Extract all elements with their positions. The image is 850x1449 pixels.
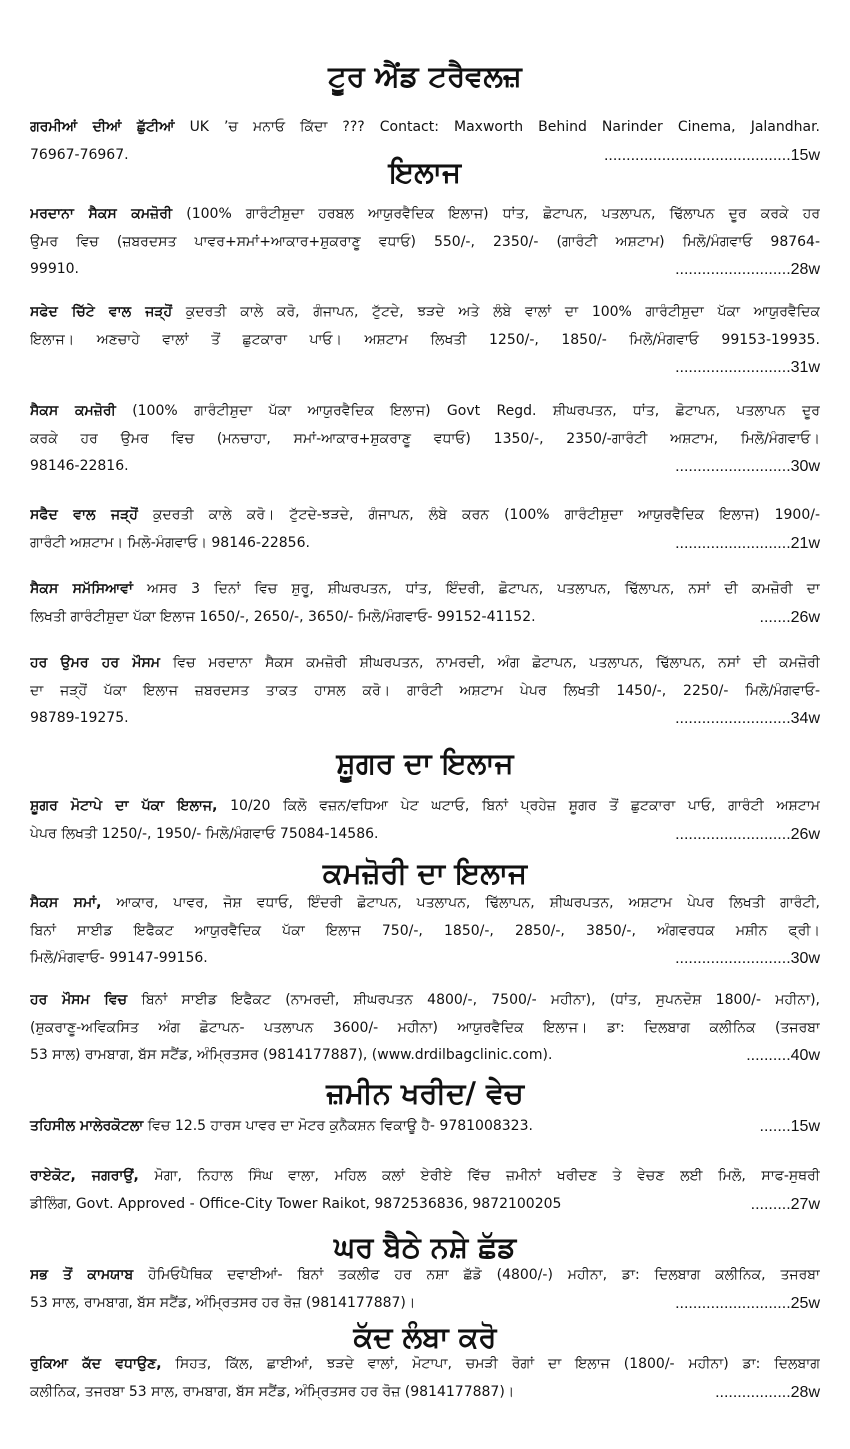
ad-lead: ਤਹਿਸੀਲ ਮਾਲੇਰਕੋਟਲਾ: [30, 1118, 144, 1134]
ad-text: ਬਿਨਾਂ ਸਾਈਡ ਇਫੈਕਟ (ਨਾਮਰਦੀ, ਸ਼ੀਘਰਪਤਨ 4800/-, 7500/- ਮਹੀਨਾ), (ਧਾਂਤ, ਸੁਪਨਦੋਸ਼ 1800/- ਮਹੀਨਾ),: [141, 992, 820, 1008]
ad-last-line: [30, 604, 820, 632]
ad-last-line: [30, 530, 820, 558]
ad-text: ਮਿਲੋ/ਮੰਗਵਾਓ- 99147-99156.: [30, 950, 208, 966]
classified-ad: [30, 1262, 820, 1317]
ad-line: [30, 299, 820, 327]
ad-line: [30, 114, 820, 142]
ad-lead: ਰੁਕਿਆ ਕੱਦ ਵਧਾਉਣ,: [30, 1356, 162, 1372]
ad-text: ਲਿਖਤੀ ਗਾਰੰਟੀਸ਼ੁਦਾ ਪੱਕਾ ਇਲਾਜ 1650/-, 2650/-, 3650/- ਮਿਲੋ/ਮੰਗਵਾਓ- 99152-41152.: [30, 608, 536, 625]
section-heading: ਜ਼ਮੀਨ ਖਰੀਦ/ ਵੇਚ: [326, 1076, 524, 1110]
ad-text: 53 ਸਾਲ, ਰਾਮਬਾਗ, ਬੱਸ ਸਟੈਂਡ, ਅੰਮ੍ਰਿਤਸਰ ਹਰ ਰੋਜ਼ (9814177887)।: [30, 1294, 416, 1311]
ad-code: ..........................30w: [675, 950, 820, 967]
ad-text: ਬਿਨਾਂ ਸਾਈਡ ਇਫੈਕਟ ਆਯੁਰਵੈਦਿਕ ਪੱਕਾ ਇਲਾਜ 750/-, 1850/-, 2850/-, 3850/-, ਅੰਗਵਰਧਕ ਮਸ਼ੀਨ ਫ੍ਰੀ।: [30, 922, 820, 939]
ad-code: .................28w: [715, 1383, 820, 1401]
ad-lead: ਸ਼ੂਗਰ ਮੋਟਾਪੇ ਦਾ ਪੱਕਾ ਇਲਾਜ,: [30, 798, 218, 814]
ad-text: ਹੋਮਿਓਪੈਥਿਕ ਦਵਾਈਆਂ- ਬਿਨਾਂ ਤਕਲੀਫ ਹਰ ਨਸ਼ਾ ਛੱਡੋ (4800/-) ਮਹੀਨਾ, ਡਾ: ਦਿਲਬਾਗ ਕਲੀਨਿਕ, ਤਜਰਬਾ: [148, 1267, 820, 1283]
ad-text: ਸਿਹਤ, ਕਿੱਲ, ਛਾਈਆਂ, ਝੜਦੇ ਵਾਲਾਂ, ਮੋਟਾਪਾ, ਚਮੜੀ ਰੋਗਾਂ ਦਾ ਇਲਾਜ (1800/- ਮਹੀਨਾ) ਡਾ: ਦਿਲਬਾਗ: [175, 1356, 820, 1372]
ad-text: ਮੋਗਾ, ਨਿਹਾਲ ਸਿੰਘ ਵਾਲਾ, ਮਹਿਲ ਕਲਾਂ ਏਰੀਏ ਵਿੱਚ ਜ਼ਮੀਨਾਂ ਖਰੀਦਣ ਤੇ ਵੇਚਣ ਲਈ ਮਿਲੋ, ਸਾਫ-ਸੁਥਰੀ: [154, 1168, 820, 1184]
ad-text: ਵਿਚ ਮਰਦਾਨਾ ਸੈਕਸ ਕਮਜ਼ੋਰੀ ਸ਼ੀਘਰਪਤਨ, ਨਾਮਰਦੀ, ਅੰਗ ਛੋਟਾਪਨ, ਪਤਲਾਪਨ, ਢਿੱਲਾਪਨ, ਨਸਾਂ ਦੀ ਕਮਜ਼ੋਰੀ: [172, 655, 820, 671]
ad-code: ..........................34w: [675, 710, 820, 727]
ad-code: ..........40w: [746, 1047, 820, 1064]
section-heading: ਘਰ ਬੈਠੇ ਨਸ਼ੇ ਛੱਡ: [333, 1230, 517, 1264]
ad-text: 98146-22816.: [30, 458, 129, 474]
section-heading: ਸ਼ੂਗਰ ਦਾ ਇਲਾਜ: [336, 746, 514, 780]
classified-ad: [30, 502, 820, 557]
ad-code: ..........................28w: [675, 261, 820, 278]
classified-ad: [30, 890, 820, 973]
classified-ad: [30, 1163, 820, 1218]
ad-code: .......26w: [759, 608, 820, 626]
section-heading: ਕਮਜ਼ੋਰੀ ਦਾ ਇਲਾਜ: [322, 856, 528, 890]
ad-lead: ਸੈਕਸ ਕਮਜ਼ੋਰੀ: [30, 403, 116, 419]
ad-lead: ਸੈਕਸ ਸਮਾਂ,: [30, 895, 102, 911]
ad-last-line: [30, 453, 820, 481]
ad-last-line: [30, 1113, 820, 1141]
ad-text: (100% ਗਾਰੰਟੀਸ਼ੁਦਾ ਹਰਬਲ ਆਯੁਰਵੈਦਿਕ ਇਲਾਜ) ਧਾਂਤ, ਛੋਟਾਪਨ, ਪਤਲਾਪਨ, ਢਿੱਲਾਪਨ ਦੂਰ ਕਰਕੇ ਹਰ: [186, 206, 820, 222]
ad-text: 53 ਸਾਲ) ਰਾਮਬਾਗ, ਬੱਸ ਸਟੈਂਡ, ਅੰਮ੍ਰਿਤਸਰ (9814177887), (www.drdilbagclinic.com).: [30, 1047, 553, 1063]
ad-code: ..........................31w: [675, 359, 820, 376]
ad-text: ਕੁਦਰਤੀ ਕਾਲੇ ਕਰੋ। ਟੁੱਟਦੇ-ਝੜਦੇ, ਗੰਜਾਪਨ, ਲੰਬੇ ਕਰਨ (100% ਗਾਰੰਟੀਸ਼ੁਦਾ ਆਯੁਰਵੈਦਿਕ ਇਲਾਜ) 1900/-: [152, 507, 820, 523]
ad-last-line: [30, 1290, 820, 1318]
ad-text: 10/20 ਕਿਲੋ ਵਜ਼ਨ/ਵਧਿਆ ਪੇਟ ਘਟਾਓ, ਬਿਨਾਂ ਪ੍ਰਹੇਜ਼ ਸ਼ੂਗਰ ਤੋਂ ਛੁਟਕਾਰਾ ਪਾਓ, ਗਾਰੰਟੀ ਅਸ਼ਟਾਮ: [230, 798, 820, 814]
ad-line: [30, 1015, 820, 1043]
ad-lead: ਹਰ ਮੌਸਮ ਵਿਚ: [30, 992, 128, 1008]
ad-text: ਆਕਾਰ, ਪਾਵਰ, ਜੋਸ਼ ਵਧਾਓ, ਇੰਦਰੀ ਛੋਟਾਪਨ, ਪਤਲਾਪਨ, ਢਿੱਲਾਪਨ, ਸ਼ੀਘਰਪਤਨ, ਅਸ਼ਟਾਮ ਪੇਪਰ ਲਿਖਤੀ ਗਾਰੰਟੀ,: [116, 895, 820, 911]
ad-last-line: [30, 821, 820, 849]
ad-text: 99910.: [30, 261, 79, 277]
ad-lead: ਸਫੇਦ ਚਿੱਟੇ ਵਾਲ ਜੜ੍ਹੋਂ: [30, 304, 173, 320]
ad-last-line: [30, 1042, 820, 1070]
ad-text: ਅਸਰ 3 ਦਿਨਾਂ ਵਿਚ ਸ਼ੁਰੂ, ਸ਼ੀਘਰਪਤਨ, ਧਾਂਤ, ਇੰਦਰੀ, ਛੋਟਾਪਨ, ਪਤਲਾਪਨ, ਢਿੱਲਾਪਨ, ਨਸਾਂ ਦੀ ਕਮਜ਼ੋਰੀ ਦਾ: [147, 581, 820, 597]
ad-lead: ਸੈਕਸ ਸਮੱਸਿਆਵਾਂ: [30, 581, 133, 597]
ad-text: UK ’ਚ ਮਨਾਓ ਕਿੱਦਾ ??? Contact: Maxworth Behind Narinder Cinema, Jalandhar.: [189, 119, 820, 135]
ad-text: ਗਾਰੰਟੀ ਅਸ਼ਟਾਮ। ਮਿਲੋ-ਮੰਗਵਾਓ। 98146-22856.: [30, 534, 310, 551]
ad-lead: ਗਰਮੀਆਂ ਦੀਆਂ ਛੁੱਟੀਆਂ: [30, 119, 175, 135]
classified-ad: [30, 299, 820, 382]
ad-text: ਦਾ ਜੜ੍ਹੋਂ ਪੱਕਾ ਇਲਾਜ ਜ਼ਬਰਦਸਤ ਤਾਕਤ ਹਾਸਲ ਕਰੋ। ਗਾਰੰਟੀ ਅਸ਼ਟਾਮ ਪੇਪਰ ਲਿਖਤੀ 1450/-, 2250/- ਮਿਲੋ/ਮੰਗਵਾਓ-: [30, 682, 820, 699]
ad-lead: ਸਫੈਦ ਵਾਲ ਜੜ੍ਹੋਂ: [30, 507, 138, 523]
ad-line: [30, 890, 820, 918]
ad-line: [30, 398, 820, 426]
ad-text: ਉਮਰ ਵਿਚ (ਜ਼ਬਰਦਸਤ ਪਾਵਰ+ਸਮਾਂ+ਆਕਾਰ+ਸ਼ੁਕਰਾਣੂ ਵਧਾਓ) 550/-, 2350/- (ਗਾਰੰਟੀ ਅਸ਼ਟਾਮ) ਮਿਲੋ/ਮੰਗਵਾਓ 98764-: [30, 233, 820, 250]
classified-ad: [30, 650, 820, 733]
ad-line: [30, 229, 820, 257]
ad-last-line: [30, 705, 820, 733]
ad-line: [30, 987, 820, 1015]
ad-line: [30, 1262, 820, 1290]
ad-code: .........27w: [750, 1195, 820, 1213]
ad-line: [30, 1163, 820, 1191]
ad-lead: ਸਭ ਤੋਂ ਕਾਮਯਾਬ: [30, 1267, 134, 1283]
classified-ad: [30, 201, 820, 284]
ad-lead: ਮਰਦਾਨਾ ਸੈਕਸ ਕਮਜ਼ੋਰੀ: [30, 206, 173, 222]
ad-line: [30, 201, 820, 229]
ad-code: ..........................21w: [675, 534, 820, 552]
ad-code: .......15w: [759, 1118, 820, 1135]
section-heading: ਇਲਾਜ: [388, 155, 462, 189]
section-heading: ਕੱਦ ਲੰਬਾ ਕਰੋ: [353, 1320, 497, 1354]
ad-code: ..........................30w: [675, 458, 820, 475]
ad-line: [30, 678, 820, 706]
ad-text: 76967-76967.: [30, 146, 129, 163]
ad-line: [30, 426, 820, 454]
ad-code: ..........................................15w: [603, 146, 820, 164]
ad-lead: ਰਾਏਕੋਟ, ਜਗਰਾਉਂ,: [30, 1168, 139, 1184]
ad-line: [30, 502, 820, 530]
ad-last-line: [30, 945, 820, 973]
ad-line: [30, 793, 820, 821]
ad-line: [30, 576, 820, 604]
ad-text: 98789-19275.: [30, 710, 129, 726]
ad-body: [30, 1113, 533, 1141]
section-heading: ਟੂਰ ਐਂਡ ਟਰੈਵਲਜ਼: [328, 59, 522, 93]
classified-ad: [30, 793, 820, 848]
ad-last-line: [30, 1191, 820, 1219]
ad-line: [30, 650, 820, 678]
classified-ad: [30, 576, 820, 631]
ad-text: (ਸ਼ੁਕਰਾਣੂ-ਅਵਿਕਸਿਤ ਅੰਗ ਛੋਟਾਪਨ- ਪਤਲਾਪਨ 3600/- ਮਹੀਨਾ) ਆਯੁਰਵੈਦਿਕ ਇਲਾਜ। ਡਾ: ਦਿਲਬਾਗ ਕਲੀਨਿਕ (ਤਜਰਬਾ: [30, 1019, 820, 1036]
classified-ad: [30, 1351, 820, 1406]
ad-text: ਵਿਚ 12.5 ਹਾਰਸ ਪਾਵਰ ਦਾ ਮੋਟਰ ਕੁਨੈਕਸ਼ਨ ਵਿਕਾਊ ਹੈ- 9781008323.: [147, 1118, 533, 1134]
ad-text: ਕਲੀਨਿਕ, ਤਜਰਬਾ 53 ਸਾਲ, ਰਾਮਬਾਗ, ਬੱਸ ਸਟੈਂਡ, ਅੰਮ੍ਰਿਤਸਰ ਹਰ ਰੋਜ਼ (9814177887)।: [30, 1383, 515, 1400]
ad-code: ..........................25w: [675, 1294, 820, 1312]
ad-lead: ਹਰ ਉਮਰ ਹਰ ਮੌਸਮ: [30, 655, 161, 671]
classified-ad: [30, 398, 820, 481]
ad-text: ਕਰਕੇ ਹਰ ਉਮਰ ਵਿਚ (ਮਨਚਾਹਾ, ਸਮਾਂ-ਆਕਾਰ+ਸ਼ੁਕਰਾਣੂ ਵਧਾਓ) 1350/-, 2350/-ਗਾਰੰਟੀ ਅਸ਼ਟਾਮ, ਮਿਲੋ/ਮੰਗਵਾਓ।: [30, 430, 820, 447]
ad-line: [30, 1351, 820, 1379]
ad-text: (100% ਗਾਰੰਟੀਸ਼ੁਦਾ ਪੱਕਾ ਆਯੁਰਵੈਦਿਕ ਇਲਾਜ) Govt Regd. ਸ਼ੀਘਰਪਤਨ, ਧਾਂਤ, ਛੋਟਾਪਨ, ਪਤਲਾਪਨ ਦੂਰ: [132, 403, 820, 419]
ad-last-line: [30, 256, 820, 284]
ad-last-line: [30, 1379, 820, 1407]
ad-text: ਪੇਪਰ ਲਿਖਤੀ 1250/-, 1950/- ਮਿਲੋ/ਮੰਗਵਾਓ 75084-14586.: [30, 825, 379, 842]
classified-ad: [30, 1113, 820, 1141]
ad-text: ਕੁਦਰਤੀ ਕਾਲੇ ਕਰੋ, ਗੰਜਾਪਨ, ਟੁੱਟਦੇ, ਝੜਦੇ ਅਤੇ ਲੰਬੇ ਵਾਲਾਂ ਦਾ 100% ਗਾਰੰਟੀਸ਼ੁਦਾ ਪੱਕਾ ਆਯੁਰਵੈਦਿਕ: [185, 304, 820, 320]
ad-line: [30, 918, 820, 946]
ad-text: ਇਲਾਜ। ਅਣਚਾਹੇ ਵਾਲਾਂ ਤੋਂ ਛੁਟਕਾਰਾ ਪਾਓ। ਅਸ਼ਟਾਮ ਲਿਖਤੀ 1250/-, 1850/- ਮਿਲੋ/ਮੰਗਵਾਓ 99153-19935.: [30, 331, 820, 348]
ad-code: ..........................26w: [675, 825, 820, 843]
classified-ad: [30, 987, 820, 1070]
ad-text: ਡੀਲਿੰਗ, Govt. Approved - Office-City Tower Raikot, 9872536836, 9872100205: [30, 1195, 562, 1212]
ad-line: [30, 327, 820, 355]
ad-last-line: [30, 354, 820, 382]
